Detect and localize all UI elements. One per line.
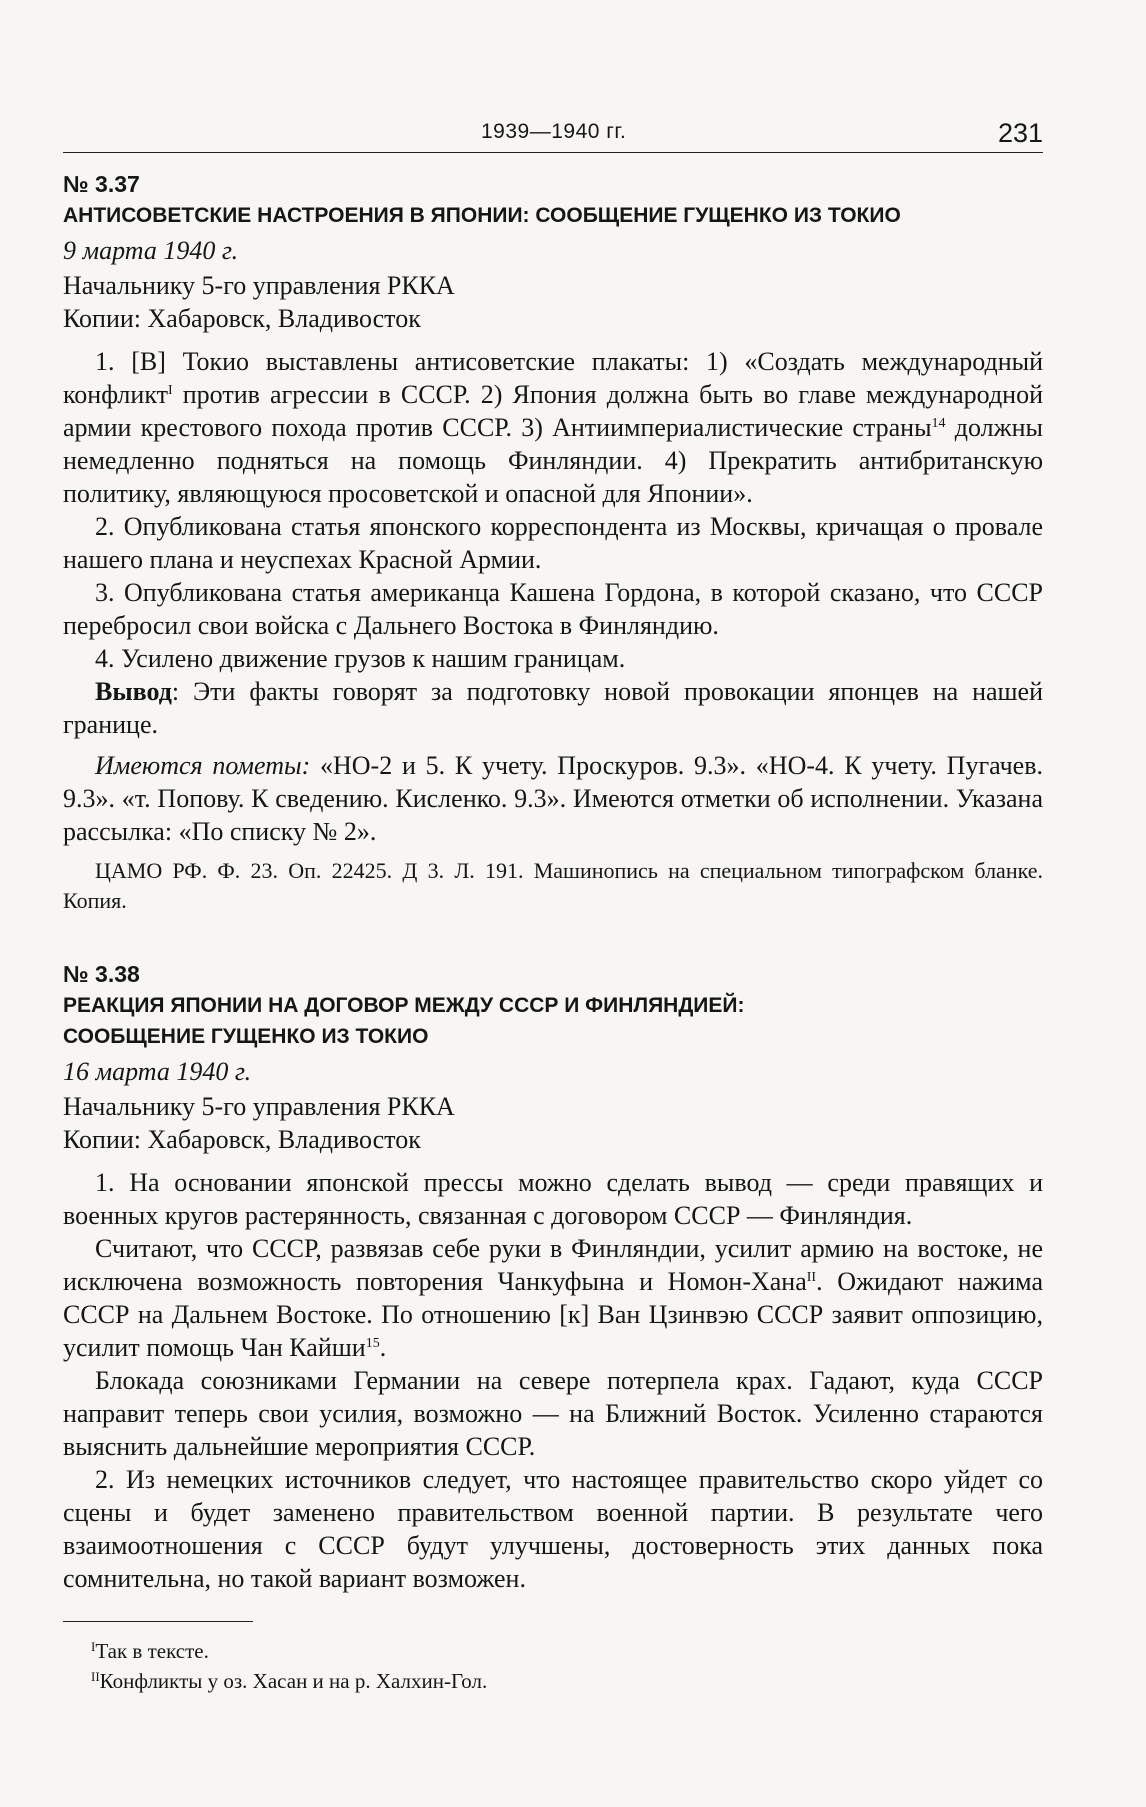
document-date: 16 марта 1940 г. (63, 1057, 252, 1086)
document-title-line-2: СООБЩЕНИЕ ГУЩЕНКО ИЗ ТОКИО (63, 1025, 429, 1048)
endnote-ref: 15 (365, 1336, 380, 1351)
copies-line: Копии: Хабаровск, Владивосток (63, 304, 421, 333)
document-3-38 (63, 958, 1043, 1595)
archival-notes: Имеются пометы: «НО-2 и 5. К учету. Проскуров. 9.3». «НО-4. К учету. Пугачев. 9.3». «т. Попову. К сведению. Кисленко. 9.3». Имеются отметки об исполнении. Указана рассылка: «По списку № 2». (63, 751, 1043, 846)
footnote-divider (63, 1621, 253, 1622)
footnote-item: $^I$Так в тексте. (91, 1639, 209, 1663)
document-number: № 3.37 (63, 171, 140, 197)
endnote-ref: 14 (931, 416, 946, 431)
document-title: АНТИСОВЕТСКИЕ НАСТРОЕНИЯ В ЯПОНИИ: СООБЩЕНИЕ ГУЩЕНКО ИЗ ТОКИО (63, 204, 901, 227)
paragraph-1: 1. На основании японской прессы можно сделать вывод — среди правящих и военных кругов растерянность, связанная с договором СССР — Финляндия. (63, 1168, 1043, 1230)
paragraph-3: 3. Опубликована статья американца Кашена Гордона, в которой сказано, что СССР перебросил свои войска с Дальнего Востока в Финляндию. (63, 578, 1043, 640)
paragraph-3: Блокада союзниками Германии на севере потерпела крах. Гадают, куда СССР направит теперь свои усилия, возможно — на Ближний Восток. Усиленно стараются выяснить дальнейшие мероприятия СССР. (63, 1366, 1043, 1461)
running-header (63, 118, 1043, 153)
copies-line: Копии: Хабаровск, Владивосток (63, 1125, 421, 1154)
document-3-37 (63, 168, 1043, 916)
paragraph-4: 4. Усилено движение грузов к нашим границам. (95, 644, 626, 673)
running-header-years: 1939—1940 гг. (481, 120, 627, 143)
conclusion: Вывод: Эти факты говорят за подготовку новой провокации японцев на нашей границе. (63, 677, 1043, 739)
paragraph-4: 2. Из немецких источников следует, что настоящее правительство скоро уйдет со сцены и будет заменено правительством военной партии. В результате чего взаимоотношения с СССР будут улучшены, достоверность этих данных пока сомнительна, но такой вариант возможен. (63, 1465, 1043, 1593)
footnote-item: $^{II}$Конфликты у оз. Хасан и на р. Халхин-Гол. (91, 1669, 488, 1693)
document-title-line-1: РЕАКЦИЯ ЯПОНИИ НА ДОГОВОР МЕЖДУ СССР И ФИНЛЯНДИЕЙ: (63, 994, 745, 1017)
document-date: 9 марта 1940 г. (63, 236, 239, 265)
page-number: 231 (997, 118, 1043, 148)
page-content (63, 168, 1043, 1696)
paragraph-2: 2. Опубликована статья японского корреспондента из Москвы, кричащая о провале нашего плана и неуспехах Красной Армии. (63, 512, 1043, 574)
document-number: № 3.38 (63, 961, 140, 987)
paragraph-1: 1. [В] Токио выставлены антисоветские плакаты: 1) «Создать международный конфликт$^I$ против агрессии в СССР. 2) Япония должна быть во главе международной армии крестового похода против СССР. 3) Антиимпериалистические страны$^{14}$ должны немедленно подняться на помощь Финляндии. 4) Прекратить антибританскую политику, являющуюся просоветской и опасной для Японии». (63, 347, 1043, 508)
addressee: Начальнику 5-го управления РККА (63, 271, 455, 300)
conclusion-label: Вывод (95, 677, 172, 706)
addressee: Начальнику 5-го управления РККА (63, 1092, 455, 1121)
footnote-ref: II (806, 1270, 817, 1285)
notes-label: Имеются пометы: (95, 751, 311, 780)
paragraph-2: Считают, что СССР, развязав себе руки в Финляндии, усилит армию на востоке, не исключена возможность повторения Чанкуфына и Номон-Хана$^{II}$. Ожидают нажима СССР на Дальнем Востоке. По отношению [к] Ван Цзинвэю СССР заявит оппозицию, усилит помощь Чан Кайши$^{15}$. (63, 1234, 1044, 1362)
footnote-ref: I (167, 383, 173, 398)
archival-source: ЦАМО РФ. Ф. 23. Оп. 22425. Д 3. Л. 191. Машинопись на специальном типографском бланке. Копия. (63, 858, 1043, 913)
footnotes (63, 1636, 1043, 1696)
